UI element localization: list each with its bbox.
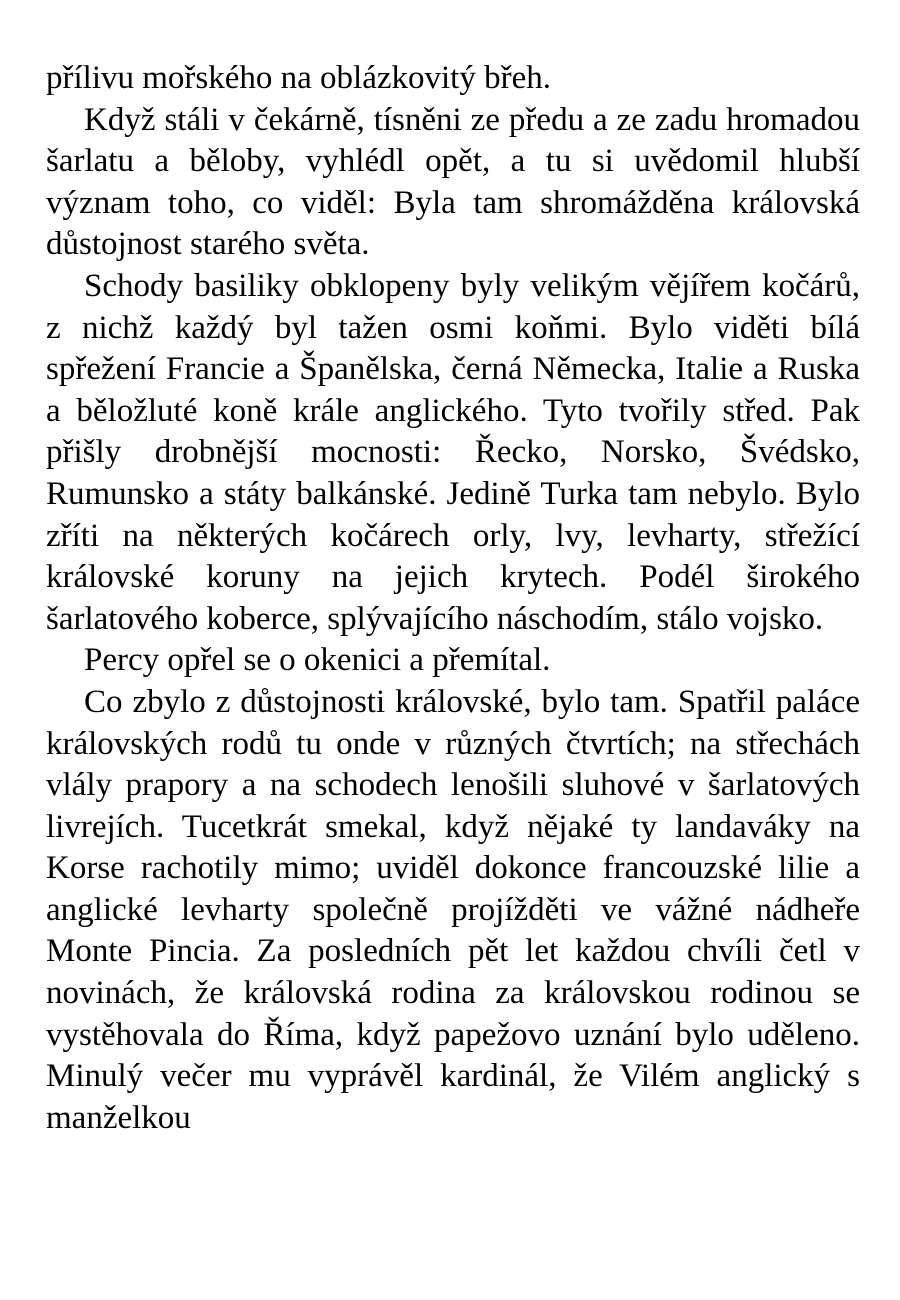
paragraph-5: Co zbylo z důstojnosti královské, bylo tam. Spatřil paláce královských rodů tu onde v různých čtvrtích; na střechách vlály prapory a na schodech lenošili sluhové v šarlatových livrejích. Tucetkrát smekal, když nějaké ty landaváky na Korse rachotily mimo; uviděl dokonce francouzské lilie a anglické levharty společně projížděti ve vážné nádheře Monte Pincia. Za posledních pět let každou chvíli četl v novinách, že královská rodina za královskou rodinou se vystěhovala do Říma, když papežovo uznání bylo uděleno. Minulý večer mu vyprávěl kardinál, že Vilém anglický s manželkou — [46, 683, 860, 1136]
paragraph-3: Schody basiliky obklopeny byly velikým vějířem kočárů, z nichž každý byl tažen osmi koňmi. Bylo viděti bílá spřežení Francie a Španělska, černá Německa, Italie a Ruska a běložluté koně krále anglického. Tyto tvořily střed. Pak přišly drobnější mocnosti: Řecko, Norsko, Švédsko, Rumunsko a státy balkánské. Jedině Turka tam nebylo. Bylo zříti na některých kočárech orly, lvy, levharty, střežící královské koruny na jejich krytech. Podél širokého šarlatového koberce, splývajícího náschodím, stálo vojsko. — [46, 267, 860, 637]
paragraph-1: přílivu mořského na oblázkovitý břeh. — [46, 60, 551, 96]
paragraph-4: Percy opřel se o okenici a přemítal. — [84, 642, 551, 679]
page-text — [46, 58, 860, 1139]
paragraph-2: Když stáli v čekárně, tísněni ze předu a ze zadu hromadou šarlatu a běloby, vyhlédl opět, a tu si uvědomil hlubší význam toho, co viděl: Byla tam shromážděna královská důstojnost starého světa. — [46, 101, 860, 263]
